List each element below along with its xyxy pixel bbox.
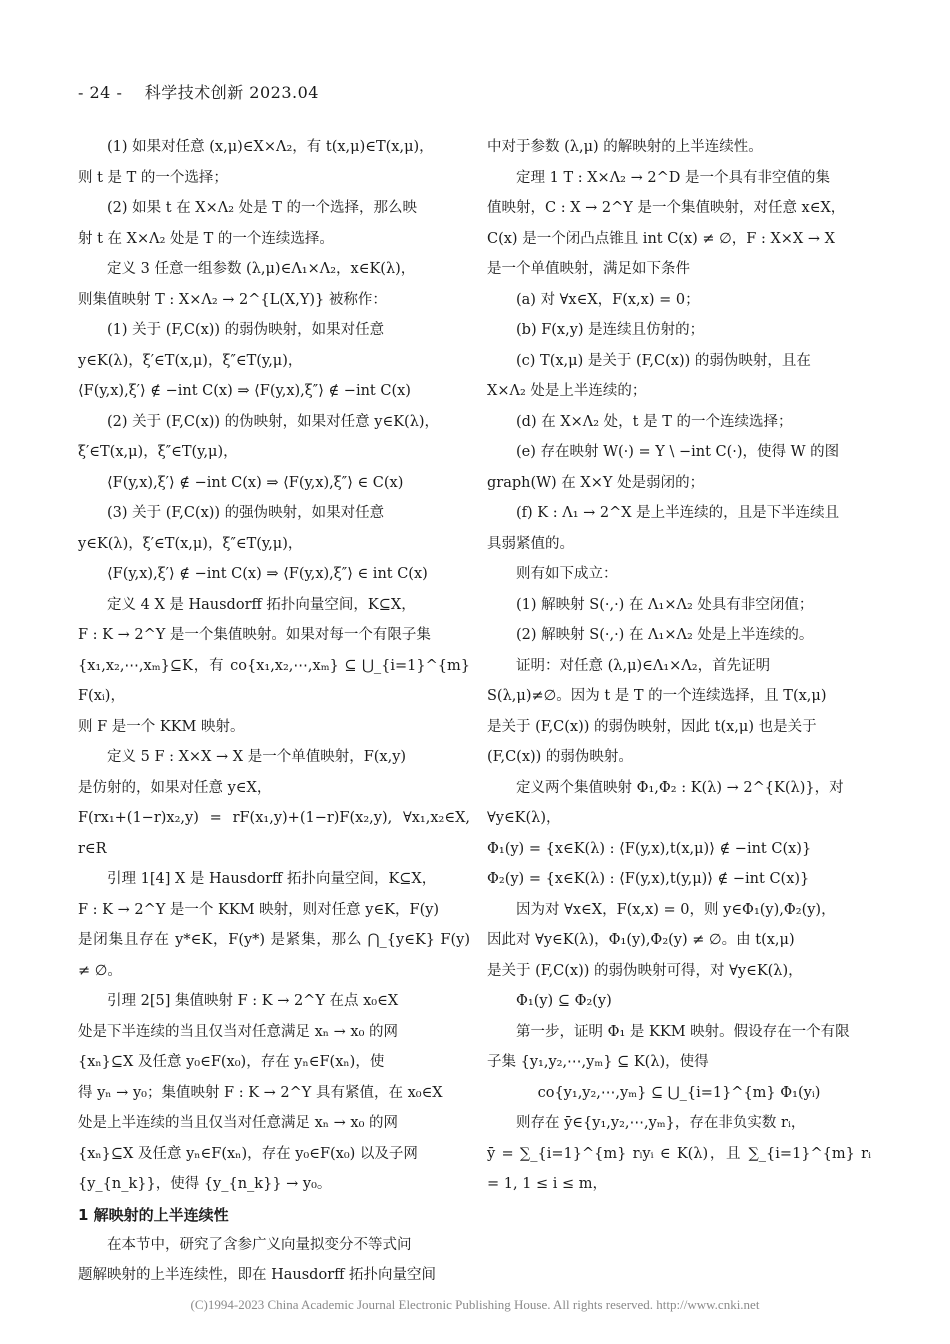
- left-column-line: y∈K(λ)，ξ′∈T(x,μ)，ξ″∈T(y,μ)，: [78, 352, 303, 369]
- right-column-line: 中对于参数 (λ,μ) 的解映射的上半连续性。: [487, 139, 763, 155]
- right-column-line: (b) F(x,y) 是连续且仿射的；: [516, 322, 705, 338]
- right-column-line: 则存在 ȳ∈{y₁,y₂,⋯,yₘ}，存在非负实数 rᵢ，: [516, 1115, 806, 1131]
- right-column-line: 第一步，证明 Φ₁ 是 KKM 映射。假设存在一个有限: [516, 1023, 850, 1040]
- left-column-line: F(rx₁+(1−r)x₂,y) = rF(x₁,y)+(1−r)F(x₂,y), ∀x₁,x₂∈X, r∈R: [78, 810, 470, 857]
- right-column-line: (2) 解映射 S(·,·) 在 Λ₁×Λ₂ 处是上半连续的。: [516, 627, 814, 643]
- page-header: [78, 80, 319, 103]
- left-column-line: 则 F 是一个 KKM 映射。: [78, 718, 245, 735]
- left-column-line: 定义 4 X 是 Hausdorff 拓扑向量空间，K⊆X，: [107, 596, 416, 613]
- right-column-line: (c) T(x,μ) 是关于 (F,C(x)) 的弱伪映射，且在: [516, 352, 811, 369]
- left-column-line: ξ′∈T(x,μ)，ξ″∈T(y,μ)，: [78, 444, 238, 460]
- section-heading: 1 解映射的上半连续性: [78, 1205, 229, 1224]
- left-column-line: 在本节中，研究了含参广义向量拟变分不等式问: [107, 1236, 412, 1253]
- right-column-line: (a) 对 ∀x∈X，F(x,x) = 0；: [516, 291, 700, 308]
- right-column-line: (f) K : Λ₁ → 2^X 是上半连续的，且是下半连续且: [516, 505, 840, 521]
- right-column-line: 是一个单值映射，满足如下条件: [487, 261, 690, 277]
- right-column-line: Φ₁(y) ⊆ Φ₂(y): [516, 993, 612, 1009]
- right-column-line: (1) 解映射 S(·,·) 在 Λ₁×Λ₂ 处具有非空闭值；: [516, 596, 814, 613]
- right-column-line: ∀y∈K(λ)，: [487, 810, 561, 826]
- left-column-line: {y_{n_k}}，使得 {y_{n_k}} → y₀。: [78, 1176, 332, 1192]
- right-column-line: Φ₂(y) = {x∈K(λ) : ⟨F(y,x),t(y,μ)⟩ ∉ −int C(x)}: [487, 871, 810, 887]
- left-column-line: {xₙ}⊆X 及任意 yₙ∈F(xₙ)，存在 y₀∈F(x₀) 以及子网: [78, 1145, 418, 1162]
- left-column-line: y∈K(λ)，ξ′∈T(x,μ)，ξ″∈T(y,μ)，: [78, 535, 303, 552]
- left-column-line: 处是下半连续的当且仅当对任意满足 xₙ → x₀ 的网: [78, 1023, 399, 1040]
- right-column-line: 定理 1 T : X×Λ₂ → 2^D 是一个具有非空值的集: [516, 169, 830, 186]
- journal-title: 科学技术创新 2023.04: [144, 83, 319, 102]
- right-column-line: Φ₁(y) = {x∈K(λ) : ⟨F(y,x),t(x,μ)⟩ ∉ −int C(x)}: [487, 840, 812, 857]
- left-column-line: 则 t 是 T 的一个选择；: [78, 169, 228, 186]
- right-column-line: X×Λ₂ 处是上半连续的；: [487, 383, 647, 399]
- left-column-line: 处是上半连续的当且仅当对任意满足 xₙ → x₀ 的网: [78, 1115, 399, 1131]
- left-column-line: 得 yₙ → y₀；集值映射 F : K → 2^Y 具有紧值，在 x₀∈X: [78, 1084, 443, 1101]
- right-column-line: ȳ = ∑_{i=1}^{m} rᵢyᵢ ∈ K(λ)，且 ∑_{i=1}^{m} rᵢ = 1, 1 ≤ i ≤ m，: [487, 1145, 871, 1192]
- left-column-line: ⟨F(y,x),ξ′⟩ ∉ −int C(x) ⇒ ⟨F(y,x),ξ″⟩ ∉ −int C(x): [78, 383, 411, 399]
- left-column-line: 定义 3 任意一组参数 (λ,μ)∈Λ₁×Λ₂，x∈K(λ)，: [107, 261, 416, 277]
- left-column-line: (1) 如果对任意 (x,μ)∈X×Λ₂，有 t(x,μ)∈T(x,μ)，: [107, 139, 434, 155]
- left-column: [78, 132, 470, 1291]
- right-column-line: 因此对 ∀y∈K(λ)，Φ₁(y),Φ₂(y) ≠ ∅。由 t(x,μ): [487, 932, 795, 948]
- left-column-line: 则集值映射 T : X×Λ₂ → 2^{L(X,Y)} 被称作：: [78, 291, 387, 308]
- left-column-line: ⟨F(y,x),ξ′⟩ ∉ −int C(x) ⇒ ⟨F(y,x),ξ″⟩ ∈ int C(x): [107, 566, 428, 582]
- right-column-line: 则有如下成立：: [516, 566, 618, 582]
- right-column-line: 因为对 ∀x∈X，F(x,x) = 0，则 y∈Φ₁(y),Φ₂(y)，: [516, 901, 836, 918]
- left-column-line: 射 t 在 X×Λ₂ 处是 T 的一个连续选择。: [78, 230, 334, 247]
- left-column-line: 题解映射的上半连续性，即在 Hausdorff 拓扑向量空间: [78, 1267, 437, 1283]
- left-column-line: F : K → 2^Y 是一个集值映射。如果对每一个有限子集: [78, 627, 431, 643]
- right-column-line: 值映射，C : X → 2^Y 是一个集值映射，对任意 x∈X，: [487, 200, 846, 216]
- right-column-line: 具弱紧值的。: [487, 535, 574, 552]
- right-column-line: 是关于 (F,C(x)) 的弱伪映射可得，对 ∀y∈K(λ)，: [487, 962, 803, 979]
- right-column-line: 子集 {y₁,y₂,⋯,yₘ} ⊆ K(λ)，使得: [487, 1054, 709, 1070]
- left-column-line: ⟨F(y,x),ξ′⟩ ∉ −int C(x) ⇒ ⟨F(y,x),ξ″⟩ ∈ C(x): [107, 474, 404, 491]
- left-column-line: (1) 关于 (F,C(x)) 的弱伪映射，如果对任意: [107, 322, 385, 338]
- right-column-line: (e) 存在映射 W(·) = Y \ −int C(·)，使得 W 的图: [516, 444, 840, 460]
- right-column-line: 定义两个集值映射 Φ₁,Φ₂ : K(λ) → 2^{K(λ)}，对: [516, 779, 844, 796]
- right-column-line: co{y₁,y₂,⋯,yₘ} ⊆ ⋃_{i=1}^{m} Φ₁(yᵢ): [537, 1084, 821, 1101]
- left-column-line: (2) 关于 (F,C(x)) 的伪映射，如果对任意 y∈K(λ)，: [107, 413, 440, 430]
- page-number: - 24 -: [78, 83, 123, 102]
- left-column-line: 引理 1[4] X 是 Hausdorff 拓扑向量空间，K⊆X，: [107, 871, 437, 887]
- left-column-line: (3) 关于 (F,C(x)) 的强伪映射，如果对任意: [107, 505, 385, 521]
- left-column-line: 引理 2[5] 集值映射 F : K → 2^Y 在点 x₀∈X: [107, 993, 399, 1009]
- left-column-line: F : K → 2^Y 是一个 KKM 映射，则对任意 y∈K，F(y): [78, 901, 440, 918]
- left-column-line: {x₁,x₂,⋯,xₘ}⊆K，有 co{x₁,x₂,⋯,xₘ} ⊆ ⋃_{i=1}^{m} F(xᵢ)，: [78, 657, 470, 704]
- right-column-line: 证明：对任意 (λ,μ)∈Λ₁×Λ₂，首先证明: [516, 657, 771, 674]
- left-column-line: 定义 5 F : X×X → X 是一个单值映射，F(x,y): [107, 749, 407, 765]
- left-column-line: 是闭集且存在 y*∈K，F(y*) 是紧集，那么 ⋂_{y∈K} F(y) ≠ ∅。: [78, 932, 470, 979]
- right-column-line: (d) 在 X×Λ₂ 处，t 是 T 的一个连续选择；: [516, 413, 793, 430]
- right-column-line: graph(W) 在 X×Y 处是弱闭的；: [487, 474, 705, 491]
- right-column-line: (F,C(x)) 的弱伪映射。: [487, 749, 633, 765]
- left-column-line: (2) 如果 t 在 X×Λ₂ 处是 T 的一个选择，那么映: [107, 200, 418, 216]
- right-column-line: S(λ,μ)≠∅。因为 t 是 T 的一个连续选择，且 T(x,μ): [487, 688, 827, 704]
- right-column-line: C(x) 是一个闭凸点锥且 int C(x) ≠ ∅，F : X×X → X: [487, 230, 835, 247]
- left-column-line: {xₙ}⊆X 及任意 y₀∈F(x₀)，存在 yₙ∈F(xₙ)，使: [78, 1054, 385, 1070]
- right-column: [487, 132, 871, 1200]
- left-column-line: 是仿射的，如果对任意 y∈X，: [78, 779, 272, 796]
- right-column-line: 是关于 (F,C(x)) 的弱伪映射，因此 t(x,μ) 也是关于: [487, 718, 817, 735]
- copyright-footer: (C)1994-2023 China Academic Journal Electronic Publishing House. All rights reserved. http://www.cnki.net: [190, 1297, 760, 1312]
